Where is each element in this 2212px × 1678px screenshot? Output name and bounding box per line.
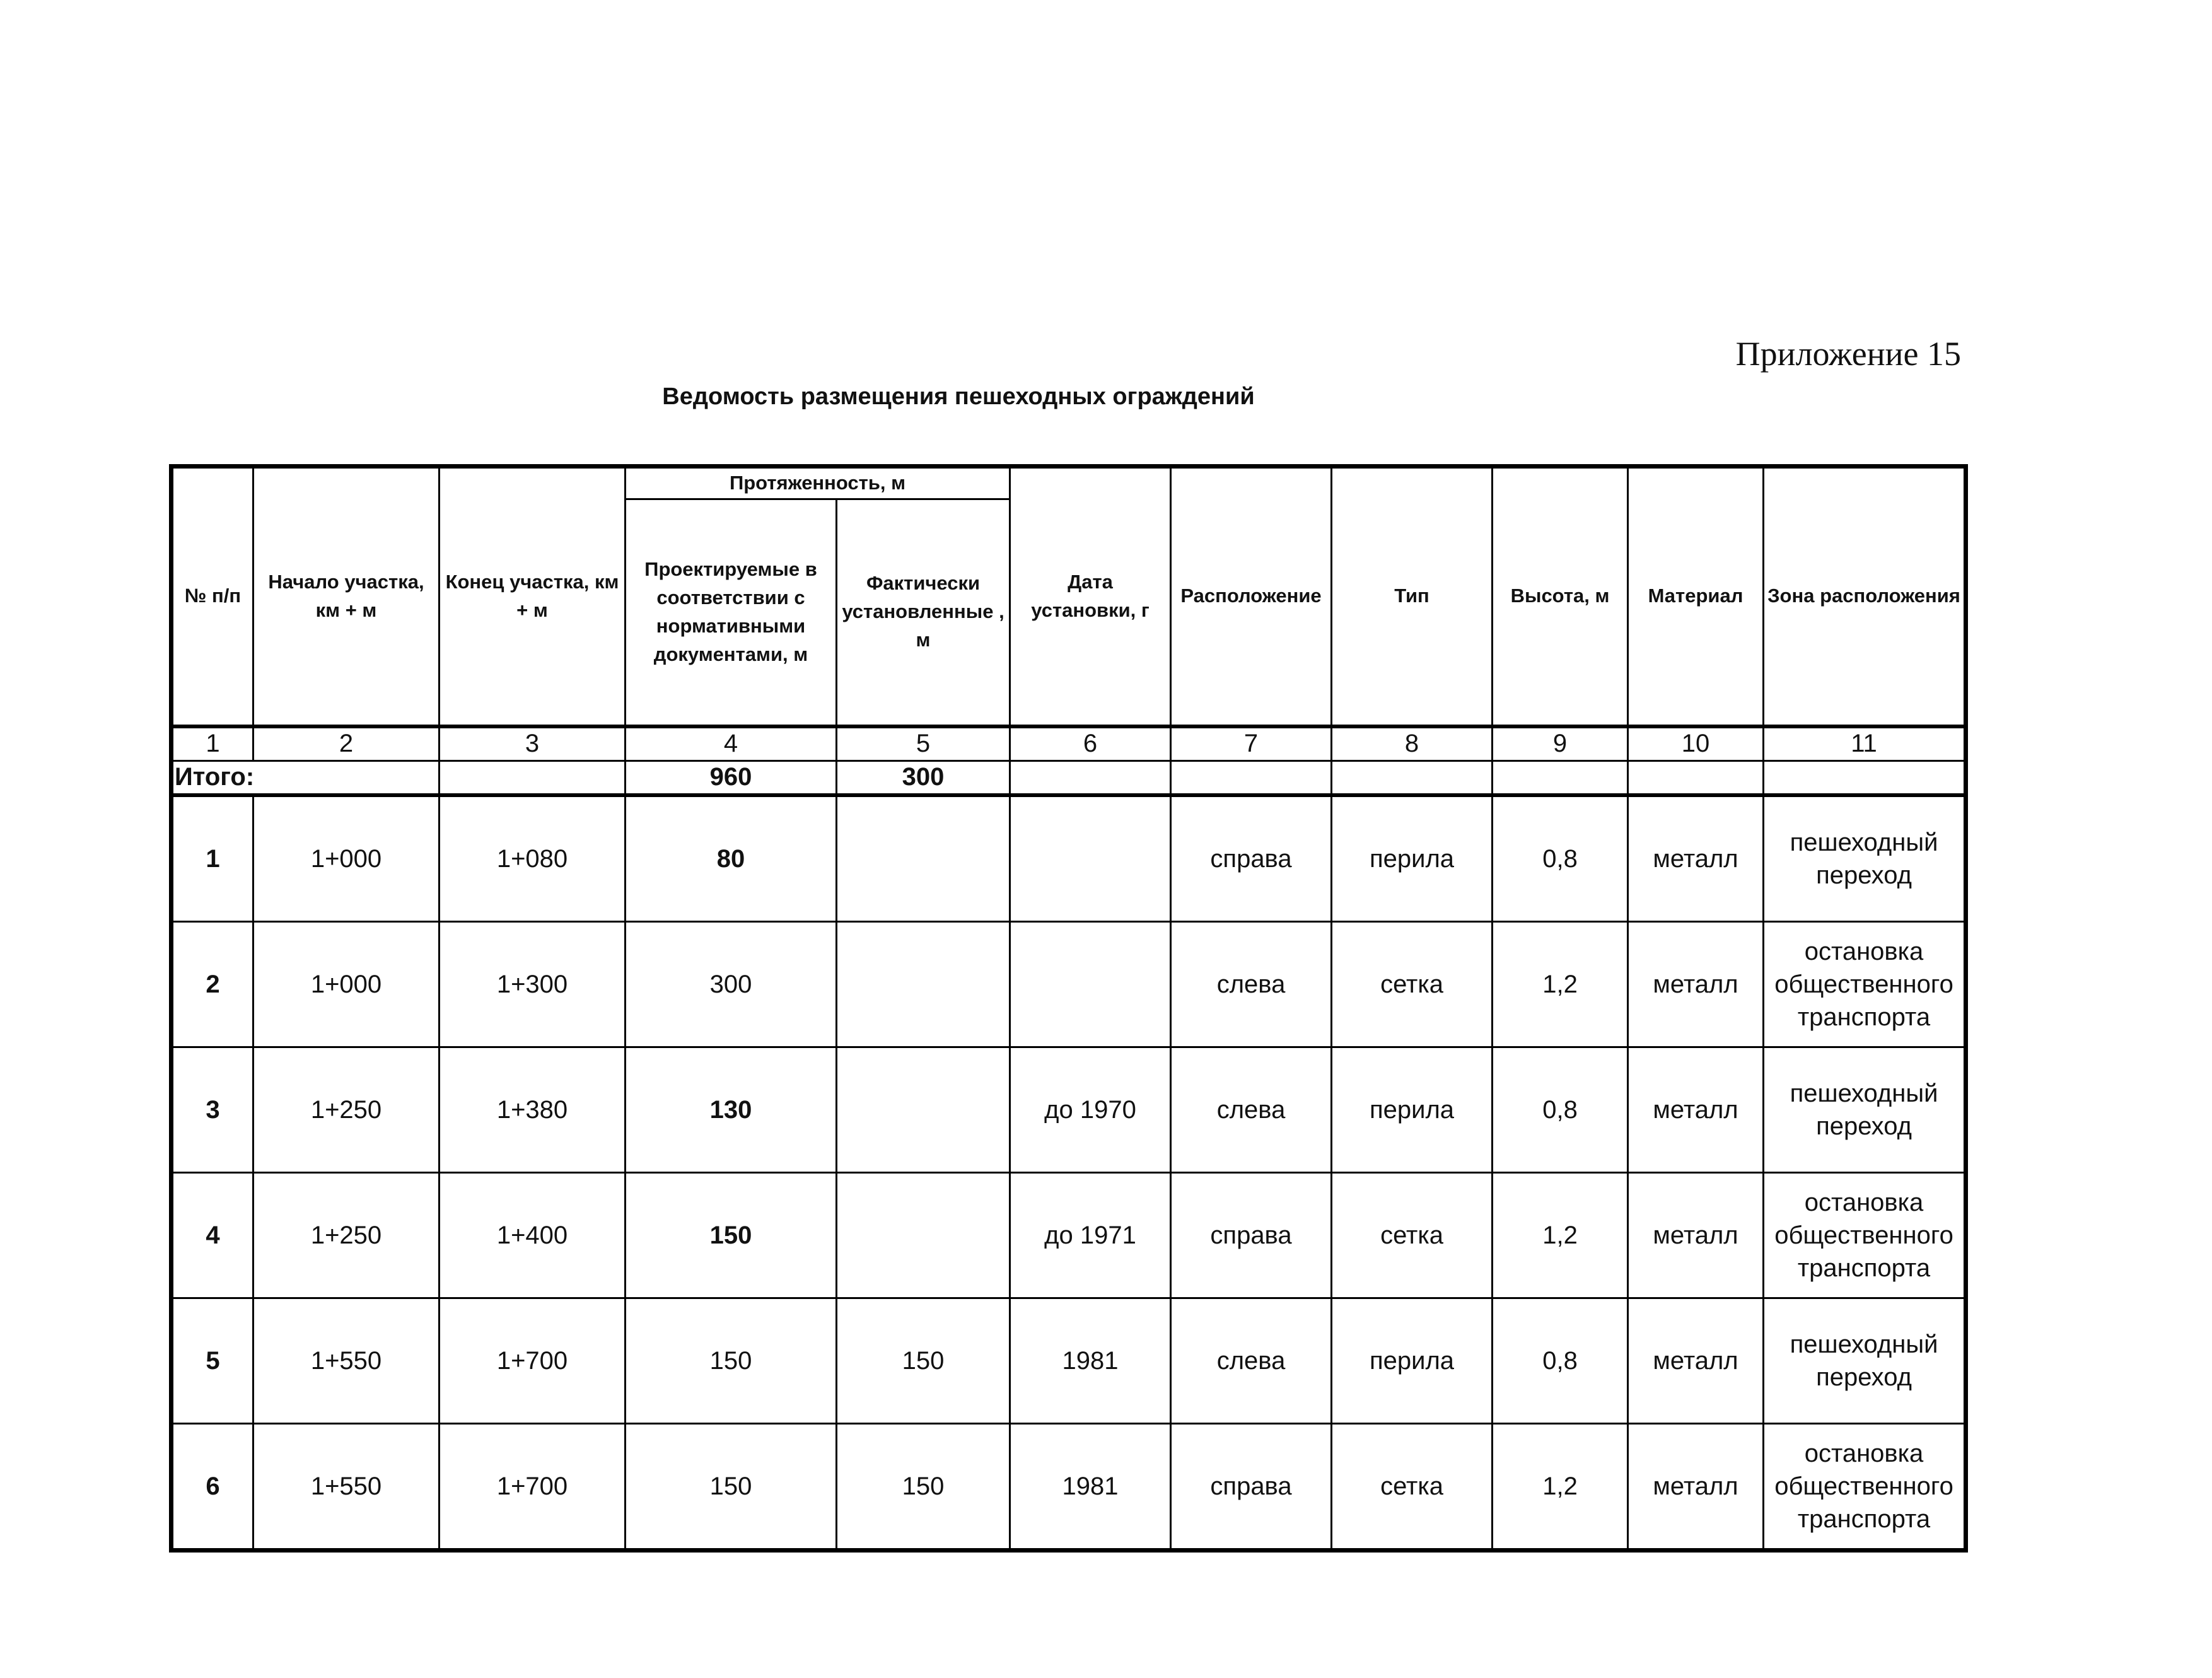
cell-height: 0,8	[1493, 1298, 1628, 1423]
table-row	[172, 1298, 1966, 1423]
cell-height: 1,2	[1493, 1172, 1628, 1298]
cell-designed: 80	[626, 795, 837, 922]
header-length-group: Протяженность, м	[626, 467, 1010, 499]
column-number: 7	[1171, 726, 1332, 761]
cell-designed: 130	[626, 1047, 837, 1172]
total-row	[172, 760, 1966, 795]
total-empty	[1171, 760, 1332, 795]
cell-type: сетка	[1332, 921, 1493, 1047]
cell-location: справа	[1171, 795, 1332, 922]
cell-actual: 150	[837, 1423, 1010, 1550]
column-number: 6	[1010, 726, 1171, 761]
cell-actual	[837, 921, 1010, 1047]
cell-zone: пешеходный переход	[1764, 1298, 1966, 1423]
cell-height: 0,8	[1493, 795, 1628, 922]
cell-end: 1+400	[439, 1172, 626, 1298]
total-empty	[1493, 760, 1628, 795]
barriers-table-wrapper	[169, 464, 1968, 1553]
table-row	[172, 1172, 1966, 1298]
cell-material: металл	[1628, 795, 1764, 922]
cell-actual: 150	[837, 1298, 1010, 1423]
column-number: 3	[439, 726, 626, 761]
cell-start: 1+000	[253, 921, 439, 1047]
header-designed: Проектируемые в соответствии с нормативными документами, м	[626, 499, 837, 726]
barriers-table	[169, 464, 1968, 1553]
cell-height: 0,8	[1493, 1047, 1628, 1172]
cell-start: 1+000	[253, 795, 439, 922]
cell-zone: пешеходный переход	[1764, 795, 1966, 922]
cell-designed: 150	[626, 1298, 837, 1423]
total-label: Итого:	[172, 760, 439, 795]
cell-index: 3	[172, 1047, 253, 1172]
appendix-label: Приложение 15	[1735, 335, 1961, 373]
column-number: 9	[1493, 726, 1628, 761]
table-row	[172, 1423, 1966, 1550]
cell-material: металл	[1628, 1423, 1764, 1550]
cell-end: 1+080	[439, 795, 626, 922]
cell-zone: остановка общественного транспорта	[1764, 1423, 1966, 1550]
column-number: 10	[1628, 726, 1764, 761]
cell-end: 1+700	[439, 1423, 626, 1550]
cell-actual	[837, 1172, 1010, 1298]
column-number: 11	[1764, 726, 1966, 761]
cell-designed: 150	[626, 1172, 837, 1298]
cell-start: 1+550	[253, 1298, 439, 1423]
header-end: Конец участка, км + м	[439, 467, 626, 726]
table-row	[172, 795, 1966, 922]
cell-install-date	[1010, 921, 1171, 1047]
column-number: 5	[837, 726, 1010, 761]
cell-index: 6	[172, 1423, 253, 1550]
cell-height: 1,2	[1493, 1423, 1628, 1550]
total-actual: 300	[837, 760, 1010, 795]
total-empty	[1010, 760, 1171, 795]
cell-zone: пешеходный переход	[1764, 1047, 1966, 1172]
cell-actual	[837, 1047, 1010, 1172]
header-location: Расположение	[1171, 467, 1332, 726]
column-number: 2	[253, 726, 439, 761]
cell-type: перила	[1332, 1298, 1493, 1423]
header-start: Начало участка, км + м	[253, 467, 439, 726]
header-install-date: Дата установки, г	[1010, 467, 1171, 726]
cell-actual	[837, 795, 1010, 922]
header-type: Тип	[1332, 467, 1493, 726]
cell-install-date: до 1970	[1010, 1047, 1171, 1172]
cell-zone: остановка общественного транспорта	[1764, 921, 1966, 1047]
cell-type: сетка	[1332, 1423, 1493, 1550]
cell-type: сетка	[1332, 1172, 1493, 1298]
cell-start: 1+550	[253, 1423, 439, 1550]
cell-install-date: 1981	[1010, 1423, 1171, 1550]
total-designed: 960	[626, 760, 837, 795]
cell-end: 1+380	[439, 1047, 626, 1172]
cell-location: слева	[1171, 1298, 1332, 1423]
cell-location: слева	[1171, 1047, 1332, 1172]
cell-index: 4	[172, 1172, 253, 1298]
cell-end: 1+700	[439, 1298, 626, 1423]
cell-index: 5	[172, 1298, 253, 1423]
total-empty	[1764, 760, 1966, 795]
cell-type: перила	[1332, 795, 1493, 922]
total-empty	[1332, 760, 1493, 795]
table-row	[172, 921, 1966, 1047]
cell-material: металл	[1628, 921, 1764, 1047]
cell-designed: 150	[626, 1423, 837, 1550]
table-row	[172, 1047, 1966, 1172]
cell-location: слева	[1171, 921, 1332, 1047]
cell-material: металл	[1628, 1172, 1764, 1298]
total-empty	[1628, 760, 1764, 795]
cell-install-date	[1010, 795, 1171, 922]
column-numbers-row	[172, 726, 1966, 761]
cell-designed: 300	[626, 921, 837, 1047]
cell-index: 1	[172, 795, 253, 922]
cell-material: металл	[1628, 1298, 1764, 1423]
cell-end: 1+300	[439, 921, 626, 1047]
cell-install-date: 1981	[1010, 1298, 1171, 1423]
cell-material: металл	[1628, 1047, 1764, 1172]
header-height: Высота, м	[1493, 467, 1628, 726]
column-number: 4	[626, 726, 837, 761]
cell-location: справа	[1171, 1172, 1332, 1298]
cell-height: 1,2	[1493, 921, 1628, 1047]
cell-index: 2	[172, 921, 253, 1047]
cell-install-date: до 1971	[1010, 1172, 1171, 1298]
header-np: № п/п	[172, 467, 253, 726]
cell-zone: остановка общественного транспорта	[1764, 1172, 1966, 1298]
header-material: Материал	[1628, 467, 1764, 726]
cell-start: 1+250	[253, 1172, 439, 1298]
column-number: 1	[172, 726, 253, 761]
document-title: Ведомость размещения пешеходных ограждений	[662, 383, 1255, 410]
cell-start: 1+250	[253, 1047, 439, 1172]
cell-type: перила	[1332, 1047, 1493, 1172]
header-zone: Зона расположения	[1764, 467, 1966, 726]
total-empty	[439, 760, 626, 795]
header-actual: Фактически установленные , м	[837, 499, 1010, 726]
column-number: 8	[1332, 726, 1493, 761]
cell-location: справа	[1171, 1423, 1332, 1550]
